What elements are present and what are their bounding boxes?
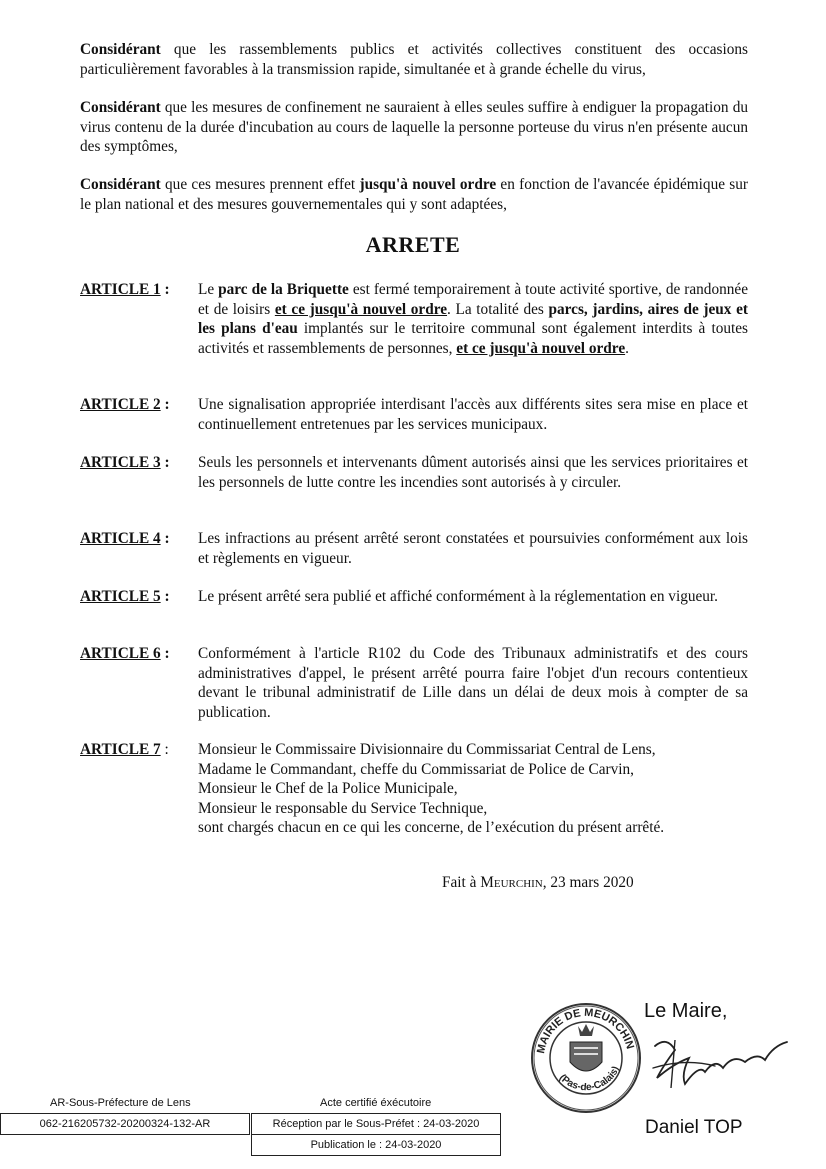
considerant-emphasis: jusqu'à nouvel ordre: [359, 176, 497, 193]
addressee-line: Monsieur le Chef de la Police Municipale,: [198, 780, 458, 797]
considerant-text: que les rassemblements publics et activités collectives constituent des occasions particulièrement favorables à la transmission rapide, simultanée et à grande échelle du virus,: [80, 41, 748, 78]
article-5-body: Le présent arrêté sera publié et affiché conformément à la réglementation en vigueur.: [198, 588, 718, 605]
mayor-name: Daniel TOP: [645, 1117, 743, 1138]
considerant-text: que les mesures de confinement ne sauraient à elles seules suffire à endiguer la propagation du virus contenu de la durée d'incubation au cours de laquelle la personne porteuse du virus n'en présente aucun des symptômes,: [80, 99, 748, 155]
addressee-line: sont chargés chacun en ce qui les concerne, de l’exécution du présent arrêté.: [198, 819, 665, 836]
article-5-label: ARTICLE 5 :: [80, 588, 170, 605]
svg-text:(Pas-de-Calais): (Pas-de-Calais): [556, 1064, 622, 1094]
article-1-body: Le parc de la Briquette est fermé temporairement à toute activité sportive, de randonnée et de loisirs et ce jusqu'à nouvel ordre. La totalité des parcs, jardins, aires de jeux et les plans d'eau implantés sur le territoire communal sont également interdits à toutes activités et rassemblements de personnes, et ce jusqu'à nouvel ordre.: [198, 281, 748, 357]
considerant-keyword: Considérant: [80, 41, 161, 58]
until-further-notice: et ce jusqu'à nouvel ordre: [274, 300, 448, 318]
article-7-label: ARTICLE 7 :: [80, 741, 169, 758]
ar-number-box: 062-216205732-20200324-132-AR: [0, 1113, 250, 1135]
official-stamp: [530, 1002, 642, 1114]
article-2-body: Une signalisation appropriée interdisant l'accès aux différents sites sera mise en place et continuellement entretenues par les services municipaux.: [198, 396, 748, 433]
reception-box: Réception par le Sous-Préfet : 24-03-2020: [251, 1113, 501, 1135]
sub-prefecture-label: AR-Sous-Préfecture de Lens: [50, 1097, 191, 1109]
place-and-date: Fait à Meurchin, 23 mars 2020: [442, 874, 634, 891]
article-7-body: [198, 740, 748, 838]
considerant-2: [80, 98, 748, 157]
article-2-label: ARTICLE 2 :: [80, 396, 170, 413]
publication-box: Publication le : 24-03-2020: [251, 1134, 501, 1156]
park-name: parc de la Briquette: [218, 281, 349, 298]
addressee-line: Madame le Commandant, cheffe du Commissariat de Police de Carvin,: [198, 760, 634, 778]
mayor-title: Le Maire,: [644, 1000, 728, 1022]
article-6-label: ARTICLE 6 :: [80, 645, 170, 662]
article-3-body: Seuls les personnels et intervenants dûment autorisés ainsi que les services prioritaires et les personnels de lutte contre les incendies sont autorisés à y circuler.: [198, 454, 748, 491]
article-6-body: Conformément à l'article R102 du Code des Tribunaux administratifs et des cours administratives d'appel, le présent arrêté pourra faire l'objet d'un recours contentieux devant le tribunal administratif de Lille dans un délai de deux mois à compter de sa publication.: [198, 645, 748, 721]
considerant-text: que ces mesures prennent effet: [160, 176, 360, 193]
city-name: Meurchin: [480, 874, 543, 891]
article-4-label: ARTICLE 4 :: [80, 530, 170, 547]
addressee-line: Monsieur le responsable du Service Technique,: [198, 799, 488, 817]
addressee-line: Monsieur le Commissaire Divisionnaire du Commissariat Central de Lens,: [198, 741, 656, 758]
certified-label: Acte certifié éxécutoire: [320, 1097, 432, 1109]
considerant-keyword: Considérant: [80, 176, 161, 193]
considerant-text: en fonction de l'avancée épidémique sur le plan national et des mesures gouvernementales qui y sont adaptées,: [80, 176, 749, 213]
article-1-label: ARTICLE 1 :: [80, 281, 170, 298]
considerant-1: [80, 40, 748, 79]
until-further-notice: et ce jusqu'à nouvel ordre: [456, 339, 626, 357]
considerant-3: [80, 175, 748, 214]
decree-title: ARRETE: [365, 232, 461, 257]
considerant-keyword: Considérant: [80, 99, 161, 116]
article-4-body: Les infractions au présent arrêté seront constatées et poursuivies conformément aux lois et règlements en vigueur.: [198, 530, 748, 567]
svg-text:MAIRIE DE MEURCHIN: MAIRIE DE MEURCHIN: [535, 1006, 636, 1055]
mayor-signature: [645, 1028, 795, 1098]
places-list: parcs, jardins, aires de jeux et les plans d'eau: [198, 300, 748, 337]
article-3-label: ARTICLE 3 :: [80, 454, 170, 471]
